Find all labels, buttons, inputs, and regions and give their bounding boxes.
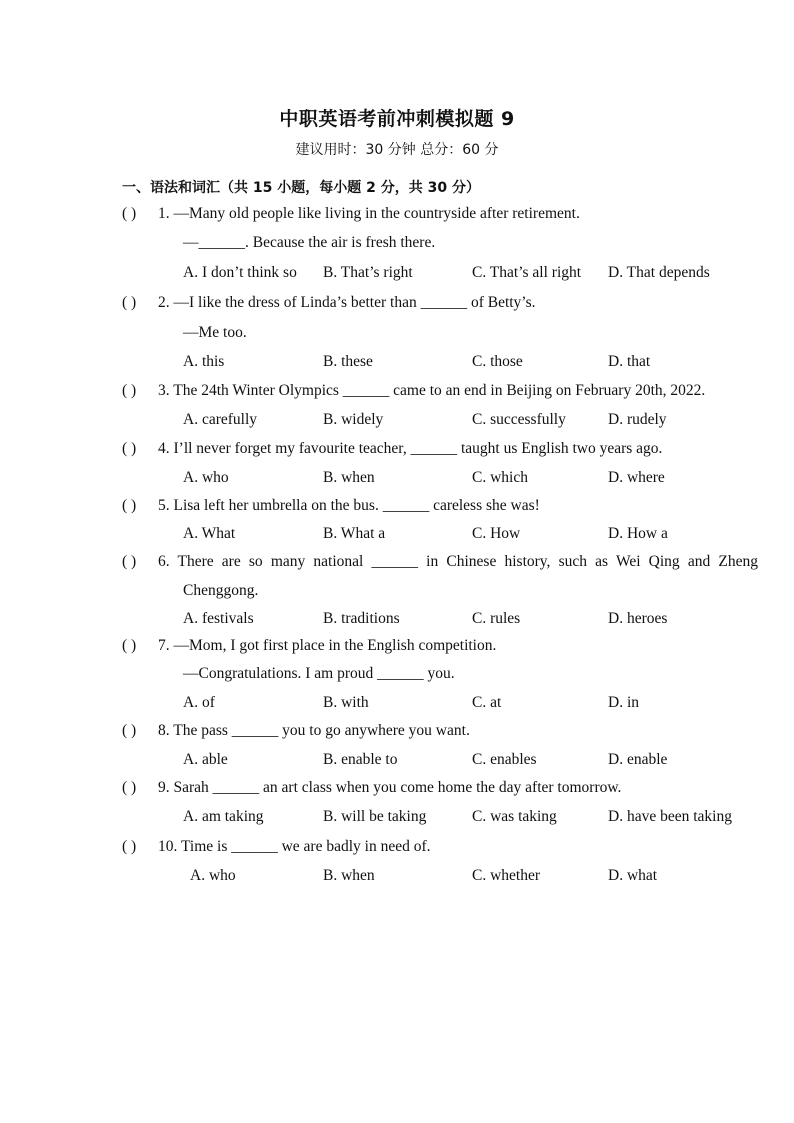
answer-blank[interactable]: ( ) <box>122 294 137 311</box>
option-d: D. have been taking <box>608 808 732 825</box>
answer-blank[interactable]: ( ) <box>122 382 137 399</box>
question-continuation: —Me too. <box>183 324 247 341</box>
answer-blank[interactable]: ( ) <box>122 722 137 739</box>
option-a: A. carefully <box>183 411 258 428</box>
option-d: D. that <box>608 353 651 370</box>
option-a: A. am taking <box>183 808 264 825</box>
answer-blank[interactable]: ( ) <box>122 205 137 222</box>
answer-blank[interactable]: ( ) <box>122 779 137 796</box>
option-d: D. How a <box>608 525 668 542</box>
question-stem: 2. —I like the dress of Linda’s better than ______ of Betty’s. <box>158 294 536 311</box>
option-c: C. was taking <box>472 808 557 825</box>
answer-blank[interactable]: ( ) <box>122 440 137 457</box>
option-b: B. when <box>323 867 375 884</box>
option-c: C. How <box>472 525 521 542</box>
option-b: B. these <box>323 353 373 370</box>
option-c: C. at <box>472 694 502 711</box>
exam-info: 建议用时：30 分钟 总分：60 分 <box>295 142 499 158</box>
option-b: B. That’s right <box>323 264 413 281</box>
option-b: B. traditions <box>323 610 400 627</box>
option-b: B. widely <box>323 411 384 428</box>
page-title: 中职英语考前冲刺模拟题 9 <box>279 108 515 130</box>
question-stem: 1. —Many old people like living in the countryside after retirement. <box>158 205 580 222</box>
option-c: C. those <box>472 353 523 370</box>
option-c: C. whether <box>472 867 541 884</box>
option-b: B. will be taking <box>323 808 427 825</box>
question-stem: 10. Time is ______ we are badly in need of. <box>158 838 431 855</box>
option-d: D. what <box>608 867 658 884</box>
option-a: A. I don’t think so <box>183 264 297 281</box>
option-c: C. rules <box>472 610 521 627</box>
question-continuation: —______. Because the air is fresh there. <box>183 234 436 251</box>
option-a: A. this <box>183 353 225 370</box>
option-c: C. That’s all right <box>472 264 582 281</box>
answer-blank[interactable]: ( ) <box>122 497 137 514</box>
option-b: B. when <box>323 469 375 486</box>
option-d: D. rudely <box>608 411 667 428</box>
option-d: D. enable <box>608 751 668 768</box>
question-stem: 5. Lisa left her umbrella on the bus. ______ careless she was! <box>158 497 540 514</box>
question-stem: 4. I’ll never forget my favourite teacher, ______ taught us English two years ago. <box>158 440 663 457</box>
option-a: A. who <box>183 469 229 486</box>
option-b: B. What a <box>323 525 386 542</box>
option-d: D. That depends <box>608 264 710 281</box>
question-stem: 8. The pass ______ you to go anywhere you want. <box>158 722 470 739</box>
option-c: C. enables <box>472 751 537 768</box>
option-a: A. who <box>190 867 236 884</box>
question-continuation: Chenggong. <box>183 582 259 599</box>
question-continuation: —Congratulations. I am proud ______ you. <box>183 665 455 682</box>
option-d: D. in <box>608 694 639 711</box>
option-c: C. which <box>472 469 528 486</box>
question-stem: 3. The 24th Winter Olympics ______ came to an end in Beijing on February 20th, 2022. <box>158 382 706 399</box>
option-d: D. where <box>608 469 665 486</box>
option-a: A. able <box>183 751 228 768</box>
question-stem: 7. —Mom, I got first place in the English competition. <box>158 637 497 654</box>
answer-blank[interactable]: ( ) <box>122 637 137 654</box>
option-a: A. of <box>183 694 215 711</box>
section-heading: 一、语法和词汇（共 15 小题，每小题 2 分，共 30 分） <box>122 180 480 196</box>
answer-blank[interactable]: ( ) <box>122 838 137 855</box>
answer-blank[interactable]: ( ) <box>122 553 137 570</box>
option-d: D. heroes <box>608 610 668 627</box>
question-stem: 6. There are so many national ______ in Chinese history, such as Wei Qing and Zheng <box>158 553 758 570</box>
question-stem: 9. Sarah ______ an art class when you come home the day after tomorrow. <box>158 779 622 796</box>
option-b: B. enable to <box>323 751 398 768</box>
option-b: B. with <box>323 694 369 711</box>
option-c: C. successfully <box>472 411 566 428</box>
option-a: A. festivals <box>183 610 254 627</box>
option-a: A. What <box>183 525 236 542</box>
